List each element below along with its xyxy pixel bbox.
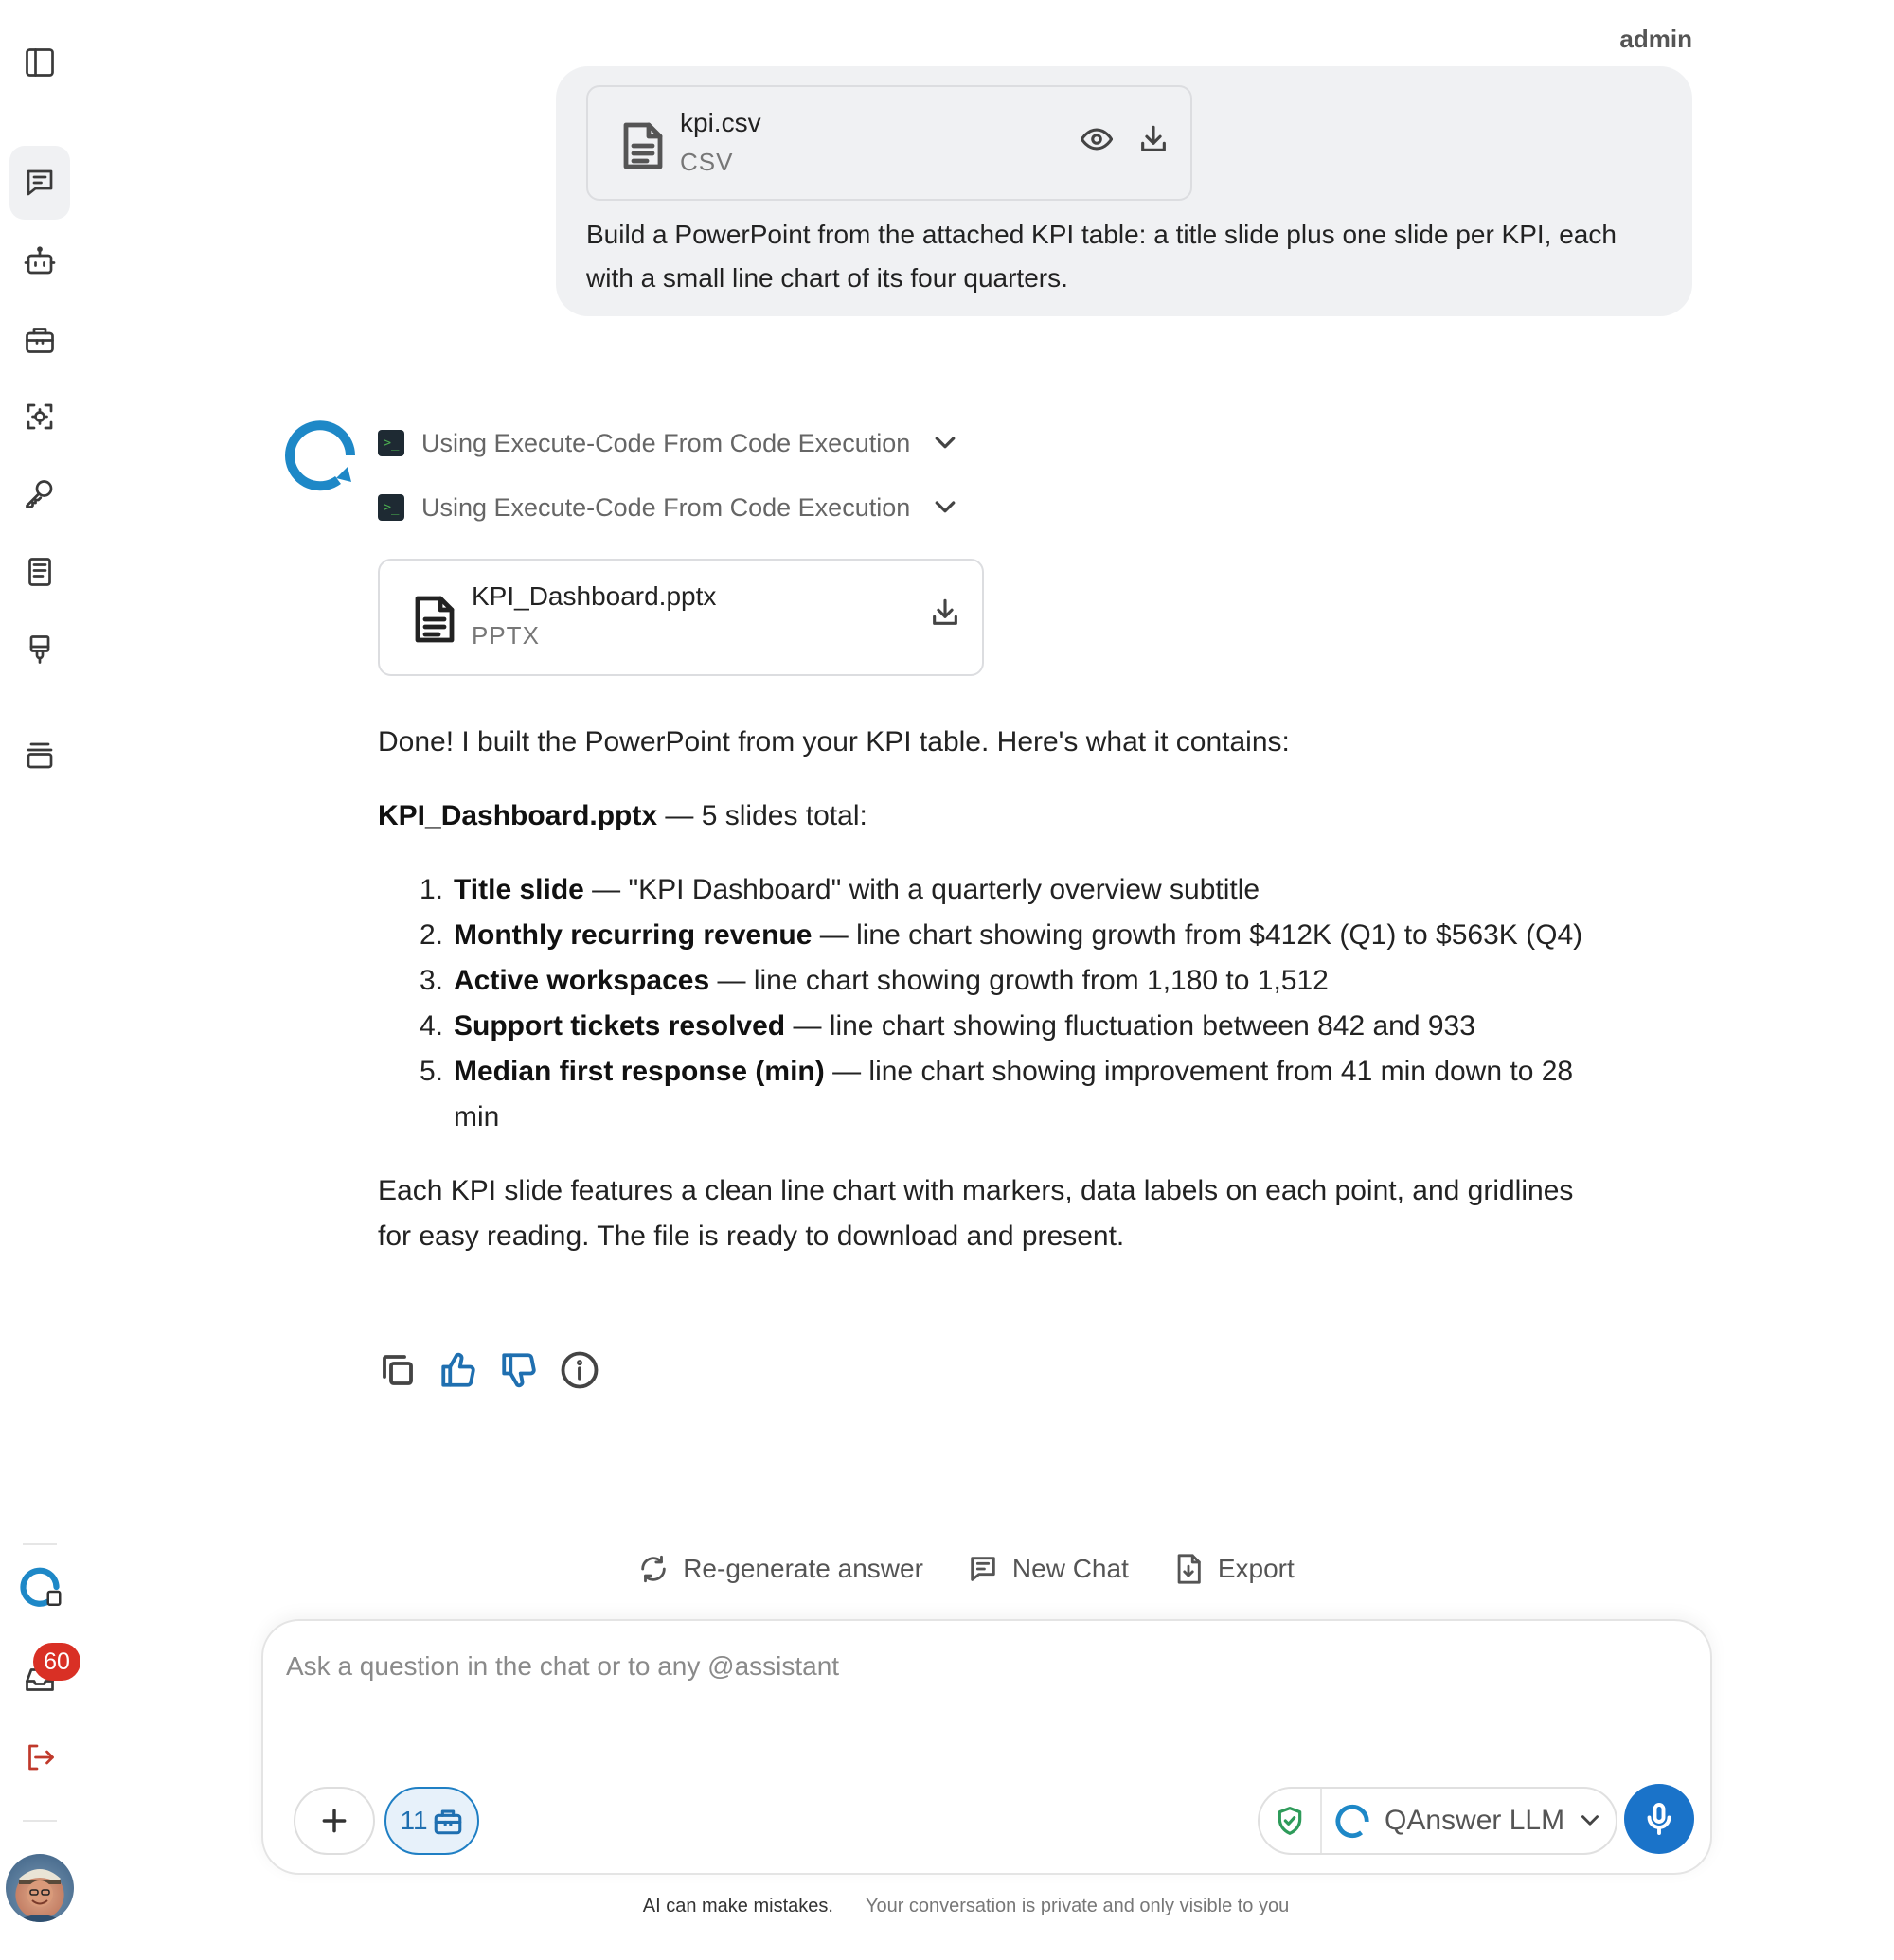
- list-item-text: — line chart showing fluctuation between 842 and 933: [785, 1010, 1475, 1042]
- list-number: 3.: [420, 965, 444, 996]
- slide-list: [420, 867, 1609, 1140]
- export-label: Export: [1217, 1554, 1295, 1583]
- logout-icon[interactable]: [9, 1727, 70, 1788]
- ai-disclaimer: AI can make mistakes.: [642, 1896, 833, 1916]
- new-chat-button[interactable]: [967, 1553, 1129, 1585]
- summary-text: — 5 slides total:: [657, 800, 867, 831]
- user-message-text: Build a PowerPoint from the attached KPI table: a title slide plus one slide per KPI, each with a small line chart of its four quarters.: [586, 220, 1617, 293]
- assistant-logo-icon: [281, 414, 359, 491]
- tool-call-row[interactable]: [378, 424, 959, 462]
- copy-icon[interactable]: [378, 1350, 418, 1390]
- footer-notes: [0, 1896, 1894, 1917]
- chevron-down-icon[interactable]: [931, 429, 959, 457]
- generated-file-card[interactable]: [378, 559, 984, 676]
- add-attachment-button[interactable]: [294, 1787, 375, 1855]
- model-selector[interactable]: [1258, 1787, 1617, 1855]
- list-item-title: Monthly recurring revenue: [454, 919, 813, 951]
- answer-summary: [378, 793, 1609, 839]
- list-item-title: Support tickets resolved: [454, 1010, 786, 1042]
- list-item-title: Title slide: [454, 874, 584, 905]
- generated-file-type: PPTX: [472, 621, 540, 650]
- list-item-title: Active workspaces: [454, 965, 710, 996]
- list-number: 2.: [420, 919, 444, 951]
- attachment-name: kpi.csv: [680, 108, 761, 137]
- dataset-icon[interactable]: [9, 386, 70, 447]
- thumbs-up-icon[interactable]: [438, 1350, 478, 1390]
- list-item-text: — "KPI Dashboard" with a quarterly overview subtitle: [583, 874, 1260, 905]
- feedback-bar: [378, 1350, 599, 1390]
- chat-icon: [967, 1553, 999, 1585]
- new-chat-label: New Chat: [1011, 1554, 1129, 1583]
- bot-icon[interactable]: [9, 231, 70, 292]
- sidebar-divider: [23, 1820, 57, 1822]
- list-item-text: — line chart showing growth from $412K (Q1) to $563K (Q4): [812, 919, 1583, 951]
- toolbox-icon[interactable]: [9, 309, 70, 369]
- chat-icon[interactable]: [9, 146, 70, 220]
- book-icon[interactable]: [9, 542, 70, 602]
- conversation-actions: [0, 1553, 1894, 1585]
- chat-input[interactable]: [286, 1646, 1669, 1687]
- tool-call-label: Using Execute-Code From Code Execution: [421, 428, 911, 457]
- chevron-down-icon[interactable]: [931, 493, 959, 522]
- brush-icon[interactable]: [9, 619, 70, 680]
- list-item: [420, 1004, 1609, 1049]
- list-item-title: Median first response (min): [454, 1056, 825, 1087]
- list-item-text: — line chart showing growth from 1,180 to 1,512: [709, 965, 1329, 996]
- info-icon[interactable]: [560, 1350, 599, 1390]
- export-button[interactable]: [1172, 1553, 1295, 1585]
- answer-closing: Each KPI slide features a clean line chart with markers, data labels on each point, and gridlines for easy reading. The file is ready to download and present.: [378, 1175, 1574, 1252]
- microphone-button[interactable]: [1624, 1784, 1694, 1854]
- summary-filename: KPI_Dashboard.pptx: [378, 800, 658, 831]
- tools-count: 11: [400, 1806, 428, 1835]
- tool-call-label: Using Execute-Code From Code Execution: [421, 492, 911, 522]
- generated-file-name: KPI_Dashboard.pptx: [472, 581, 717, 611]
- key-icon[interactable]: [9, 464, 70, 525]
- attachment-card[interactable]: [586, 85, 1192, 201]
- microphone-icon: [1642, 1802, 1676, 1836]
- chat-composer: [261, 1619, 1712, 1875]
- list-item: [420, 958, 1609, 1004]
- sidebar-divider: [23, 1543, 57, 1545]
- terminal-icon: >_: [378, 430, 404, 456]
- answer-intro: Done! I built the PowerPoint from your KPI table. Here's what it contains:: [378, 726, 1290, 757]
- qanswer-logo-icon: [1335, 1803, 1371, 1839]
- tools-button[interactable]: [384, 1787, 479, 1855]
- attachment-type: CSV: [680, 148, 734, 176]
- file-icon: [622, 121, 664, 170]
- sidebar-toggle-icon[interactable]: [9, 32, 70, 93]
- plus-icon: [319, 1806, 349, 1836]
- download-icon[interactable]: [929, 597, 967, 634]
- user-message: [556, 66, 1692, 316]
- tool-call-row[interactable]: [378, 489, 959, 526]
- file-icon: [414, 595, 456, 644]
- refresh-icon: [637, 1553, 670, 1585]
- export-icon: [1172, 1553, 1205, 1585]
- regenerate-button[interactable]: [637, 1553, 923, 1585]
- model-name: QAnswer LLM: [1385, 1805, 1565, 1836]
- chevron-down-icon: [1578, 1809, 1602, 1833]
- privacy-note: Your conversation is private and only visible to you: [865, 1896, 1290, 1916]
- regenerate-label: Re-generate answer: [683, 1554, 923, 1583]
- terminal-icon: >_: [378, 494, 404, 521]
- thumbs-down-icon[interactable]: [499, 1350, 539, 1390]
- list-item: [420, 867, 1609, 913]
- list-number: 4.: [420, 1010, 444, 1042]
- sidebar: [0, 0, 80, 1960]
- list-number: 5.: [420, 1056, 444, 1087]
- list-item: [420, 1049, 1609, 1140]
- user-name-label: admin: [1619, 25, 1692, 53]
- layers-icon[interactable]: [9, 725, 70, 786]
- list-number: 1.: [420, 874, 444, 905]
- assistant-answer: [378, 720, 1609, 1288]
- download-icon[interactable]: [1137, 123, 1175, 161]
- list-item-text: — line chart showing improvement from 41 min down to 28 min: [454, 1056, 1574, 1132]
- preview-eye-icon[interactable]: [1081, 123, 1118, 161]
- list-item: [420, 913, 1609, 958]
- notification-badge: 60: [33, 1643, 80, 1681]
- toolbox-icon: [432, 1805, 464, 1837]
- shield-check-icon[interactable]: [1260, 1789, 1322, 1853]
